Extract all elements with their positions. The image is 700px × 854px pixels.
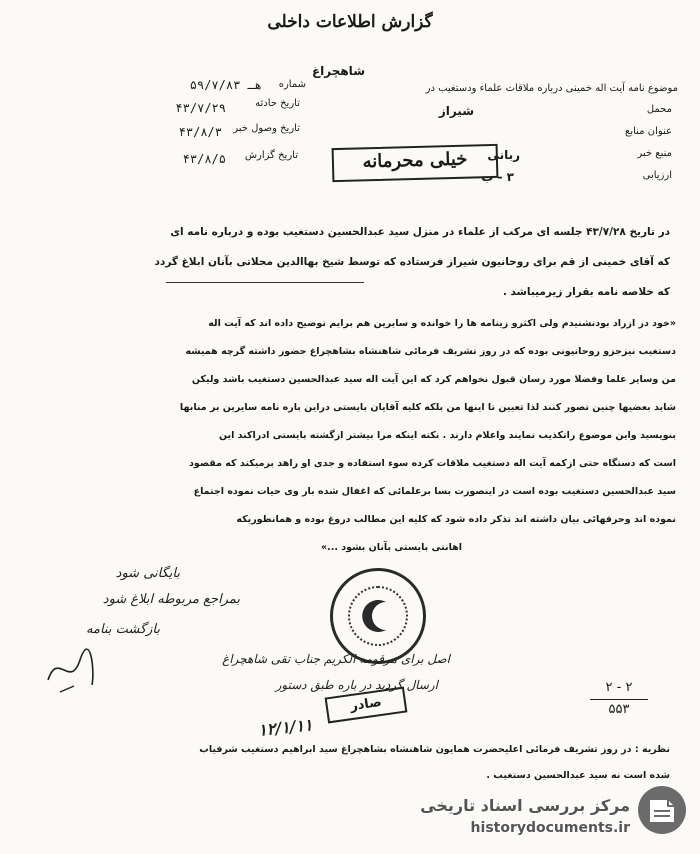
fraction-top: ۲ - ۲	[605, 680, 633, 695]
body-line-6: من وسایر علما وفضلا مورد رسان قبول نخواهم کرد که این آیت اله سید عبدالحسین دستغیب باشد ولیکن	[191, 374, 676, 385]
event-date-value: ۴۳/۷/۲۹	[175, 101, 226, 115]
report-title: گزارش اطلاعات داخلی	[267, 12, 433, 32]
fraction-bottom: ۵۵۳	[608, 702, 630, 717]
body-line-5: دستغیب نیزجزو روحانیونی بوده که در روز تشریف فرمائی شاهنشاه بشاهچراغ حضور داشته گرچه همیشه	[185, 346, 676, 357]
evaluation-label: ارزیابی	[642, 170, 672, 181]
issued-stamp: صادر	[349, 694, 383, 715]
classification-stamp: خیلی محرمانه	[362, 148, 468, 173]
watermark-url: historydocuments.ir	[470, 820, 630, 836]
source-value: ربانی	[487, 148, 520, 162]
number-value: ۵۹/۷/۸۳ هـ	[189, 78, 262, 92]
name-underline	[166, 282, 364, 283]
body-line-2: که آقای خمینی از قم برای روحانیون شیراز فرستاده که توسط شیخ بهاالدین محلاتی بآنان ابلاغ گردد	[154, 256, 670, 268]
body-line-11: نموده اند وحرفهائی بیان داشته اند تذکر داده شود که کلیه این مطالب دروغ بوده و همانطوریکه	[236, 514, 676, 525]
handwritten-note-3: بازگشت بنامه	[86, 622, 160, 637]
body-line-12: اهانتی بایستی بآنان بشود ...»	[321, 542, 462, 553]
body-line-7: شاید بعضیها چنین تصور کنند لذا تعیین تا اینها من بلکه کلیه آقایان بایستی دراین باره نامه سایرین بر منابها	[179, 402, 676, 413]
received-date-label: تاریخ وصول خبر	[233, 123, 300, 134]
received-date-value: ۴۳/۸/۳	[178, 125, 222, 139]
location-label: محمل	[646, 104, 672, 115]
handwritten-signature-left	[40, 640, 100, 700]
location-value: شیراز	[438, 104, 474, 118]
source-label: منبع خبر	[637, 148, 672, 159]
reference-label: شاهچراغ	[311, 64, 365, 78]
document-center-logo-icon	[636, 784, 688, 836]
body-line-3: که خلاصه نامه بقرار زیرمیباشد .	[502, 286, 670, 298]
event-date-label: تاریخ حادثه	[255, 98, 300, 109]
number-label: شماره	[278, 79, 306, 90]
subject-line: موضوع نامه آیت اله خمینی درباره ملاقات علماء ودستغیب در	[425, 83, 678, 94]
handwritten-note-2: بمراجع مربوطه ابلاغ شود	[102, 592, 240, 607]
evaluation-value: ۳ - ب	[481, 170, 514, 184]
source-label-placeholder: عنوان منابع	[625, 126, 672, 137]
center-note-1: اصل برای مرقومه الکریم جناب تقی شاهچراغ	[222, 652, 450, 666]
opinion-line-1: نظریه : در روز تشریف فرمائی اعلیحضرت همایون شاهنشاه بشاهچراغ سید ابراهیم دستغیب شرفیاب	[199, 744, 670, 755]
report-date-label: تاریخ گزارش	[244, 150, 298, 161]
center-note-2: ارسال گردید در باره طبق دستور	[275, 678, 438, 692]
report-date-value: ۴۳/۸/۵	[182, 152, 226, 166]
body-line-4: «خود در ازراد بودنشنیدم ولی اکثرو زینامه ها را خوانده و سایرین هم برایم توضیح داده اند که آیت اله	[208, 318, 676, 329]
seal-crescent-icon	[356, 594, 400, 638]
body-line-9: است که دستگاه حتی ازکمه آیت اله دستغیب ملاقات کرده سوء استفاده و جدی او راهد برمیکند که مقصود	[189, 458, 676, 469]
body-line-8: بنویسید واین موضوع راتکذیب نمایند واعلام دارند . نکته اینکه مرا بیشتر ازگشته بایستی ادراکند این	[218, 430, 676, 441]
body-line-1: در تاریخ ۴۳/۷/۲۸ جلسه ای مرکب از علماء در منزل سید عبدالحسین دستغیب بوده و درباره نامه ای	[170, 226, 670, 238]
issued-number: ۱۲/۱/۱۱	[257, 715, 314, 740]
opinion-line-2: شده است نه سید عبدالحسین دستغیب .	[486, 770, 670, 781]
body-line-10: سید عبدالحسین دستغیب بوده است در اینصورت بسا برعلمائی که اغفال شده بار وی حیات نموده اجتماع	[193, 486, 676, 497]
fraction-bar	[590, 699, 648, 700]
handwritten-note-1: بایگانی شود	[115, 566, 180, 581]
watermark-title: مرکز بررسی اسناد تاریخی	[420, 796, 630, 815]
